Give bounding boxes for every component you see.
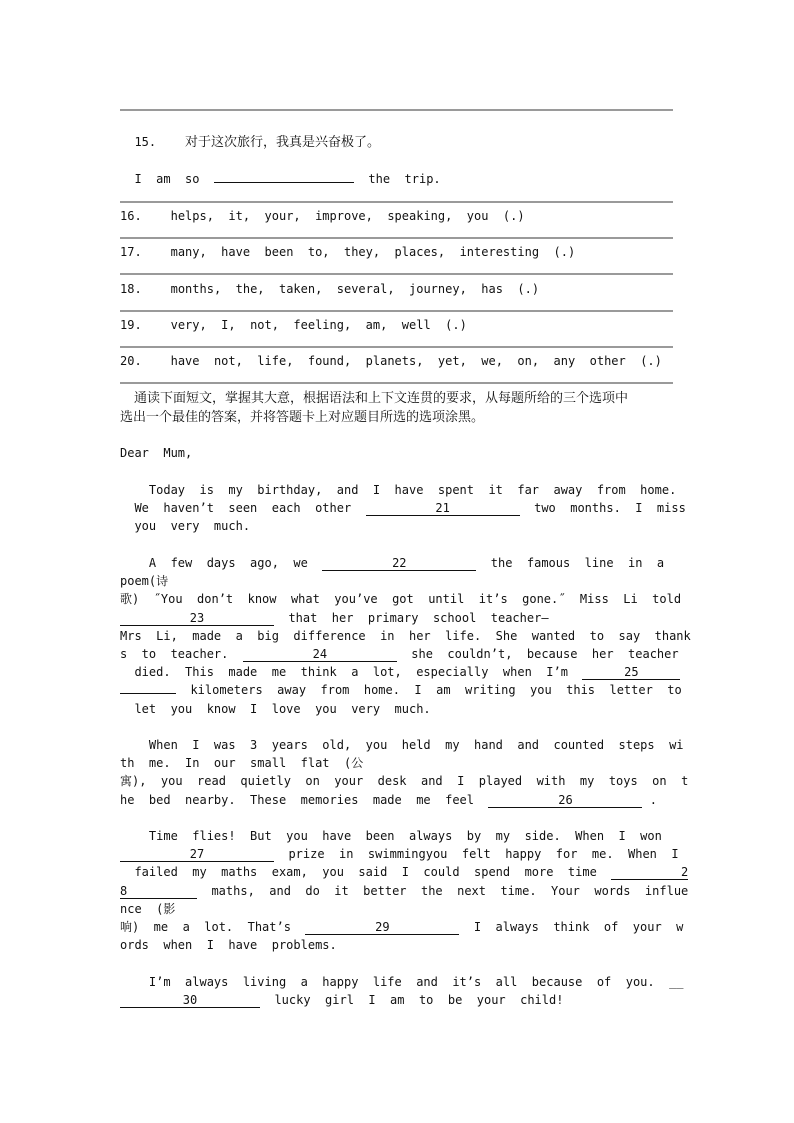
p5-line-1: I’m always living a happy life and it’s all because of you. __ [120, 975, 684, 989]
question-17 [120, 243, 673, 261]
p1-line-2b: two months. I miss [534, 501, 686, 516]
blank-24[interactable]: 24 [243, 647, 397, 662]
p2-line-8b: kilometers away from home. I am writing you this letter to [190, 683, 682, 698]
letter-paragraph-1 [120, 481, 686, 536]
p2-line-2: poem(诗 [120, 574, 169, 589]
p2-line-6a: s to teacher. [120, 647, 229, 662]
blank-25[interactable]: 25 [582, 665, 680, 680]
p1-line-3: you very much. [120, 519, 251, 534]
letter-paragraph-2 [120, 554, 691, 718]
q15-text-after: the trip. [368, 172, 441, 186]
q18-number: 18. [120, 282, 142, 296]
p4-line-1: Time flies! But you have been always by my side. When I won [120, 829, 662, 843]
q19-number: 19. [120, 318, 142, 332]
p2-line-1b: the famous line in a [490, 556, 665, 570]
p4-line-4b: maths, and do it better the next time. Your words influe [211, 883, 689, 898]
p4-line-6a: 响) me a lot. That’s [120, 920, 291, 935]
q20-words: have not, life, found, planets, yet, we, on, any other (.) [170, 354, 662, 368]
q19-words: very, I, not, feeling, am, well (.) [170, 318, 467, 332]
p2-line-9: let you know I love you very much. [120, 701, 431, 716]
letter-paragraph-4 [120, 827, 689, 954]
p1-line-1: Today is my birthday, and I have spent it far away from home. [120, 483, 677, 497]
blank-27[interactable]: 27 [120, 847, 274, 862]
p2-line-1a: A few days ago, we [120, 556, 308, 570]
p5-line-2b: lucky girl I am to be your child! [274, 993, 564, 1008]
q15-chinese-row [120, 115, 673, 152]
blank-30[interactable]: 30 [120, 993, 260, 1008]
divider-top [120, 109, 673, 111]
question-16 [120, 207, 673, 225]
blank-28[interactable]: 2 [611, 865, 688, 880]
q15-number: 15. [134, 135, 157, 149]
instructions-line-2: 选出一个最佳的答案，并将答题卡上对应题目所选的选项涂黑。 [120, 410, 485, 425]
q20-number: 20. [120, 354, 142, 368]
p1-line-2a: We haven’t seen each other [120, 501, 352, 516]
p2-line-4b: that her primary school teacher— [288, 610, 549, 625]
divider-19 [120, 310, 673, 312]
p3-line-4a: he bed nearby. These memories made me feel [120, 792, 475, 807]
p3-line-1: When I was 3 years old, you held my hand and counted steps wi [120, 738, 684, 752]
divider-16 [120, 201, 673, 203]
letter-paragraph-5 [120, 973, 684, 1009]
question-18 [120, 280, 673, 298]
p3-line-3: 寓), you read quietly on your desk and I played with my toys on t [120, 774, 689, 789]
p2-line-6b: she couldn’t, because her teacher [411, 647, 679, 662]
q18-words: months, the, taken, several, journey, has (.) [170, 282, 540, 296]
p3-line-2: th me. In our small flat (公 [120, 756, 364, 771]
divider-20 [120, 346, 673, 348]
divider-18 [120, 273, 673, 275]
blank-21[interactable]: 21 [366, 501, 520, 516]
p4-line-7: ords when I have problems. [120, 938, 337, 953]
blank-23[interactable]: 23 [120, 611, 274, 626]
p2-line-5: Mrs Li, made a big difference in her life. She wanted to say thank [120, 628, 691, 643]
p4-line-3a: failed my maths exam, you said I could spend more time [120, 865, 597, 880]
divider-bottom [120, 382, 673, 384]
p4-line-5: nce (影 [120, 901, 176, 916]
letter-greeting: Dear Mum, [120, 446, 193, 460]
q15-chinese-sentence: 对于这次旅行，我真是兴奋极了。 [185, 135, 381, 150]
p4-line-2b: prize in swimmingyou felt happy for me. When I [288, 847, 679, 862]
q16-words: helps, it, your, improve, speaking, you (.) [170, 209, 525, 223]
question-20 [120, 352, 673, 370]
blank-28-continued[interactable]: 8 [120, 884, 197, 899]
blank-25-continued[interactable] [120, 693, 176, 694]
q15-answer-blank[interactable] [214, 182, 354, 183]
p4-line-6b: I always think of your w [473, 920, 684, 935]
q15-english-row [120, 152, 673, 188]
blank-29[interactable]: 29 [305, 920, 459, 935]
q17-words: many, have been to, they, places, interesting (.) [170, 245, 576, 259]
divider-17 [120, 237, 673, 239]
q16-number: 16. [120, 209, 142, 223]
p3-line-4b: . [649, 792, 657, 807]
p2-line-3: 歌) ˝You don’t know what you’ve got until it’s gone.˝ Miss Li told [120, 592, 682, 607]
question-19 [120, 316, 673, 334]
instructions-line-1: 通读下面短文，掌握其大意，根据语法和上下文连贯的要求，从每题所给的三个选项中 [134, 391, 629, 406]
cloze-instructions [120, 389, 673, 427]
letter-paragraph-3 [120, 736, 689, 809]
blank-22[interactable]: 22 [322, 556, 476, 571]
blank-26[interactable]: 26 [488, 793, 642, 808]
q17-number: 17. [120, 245, 142, 259]
q15-text-before: I am so [134, 172, 200, 186]
p2-line-7a: died. This made me think a lot, especially when I’m [120, 665, 568, 680]
